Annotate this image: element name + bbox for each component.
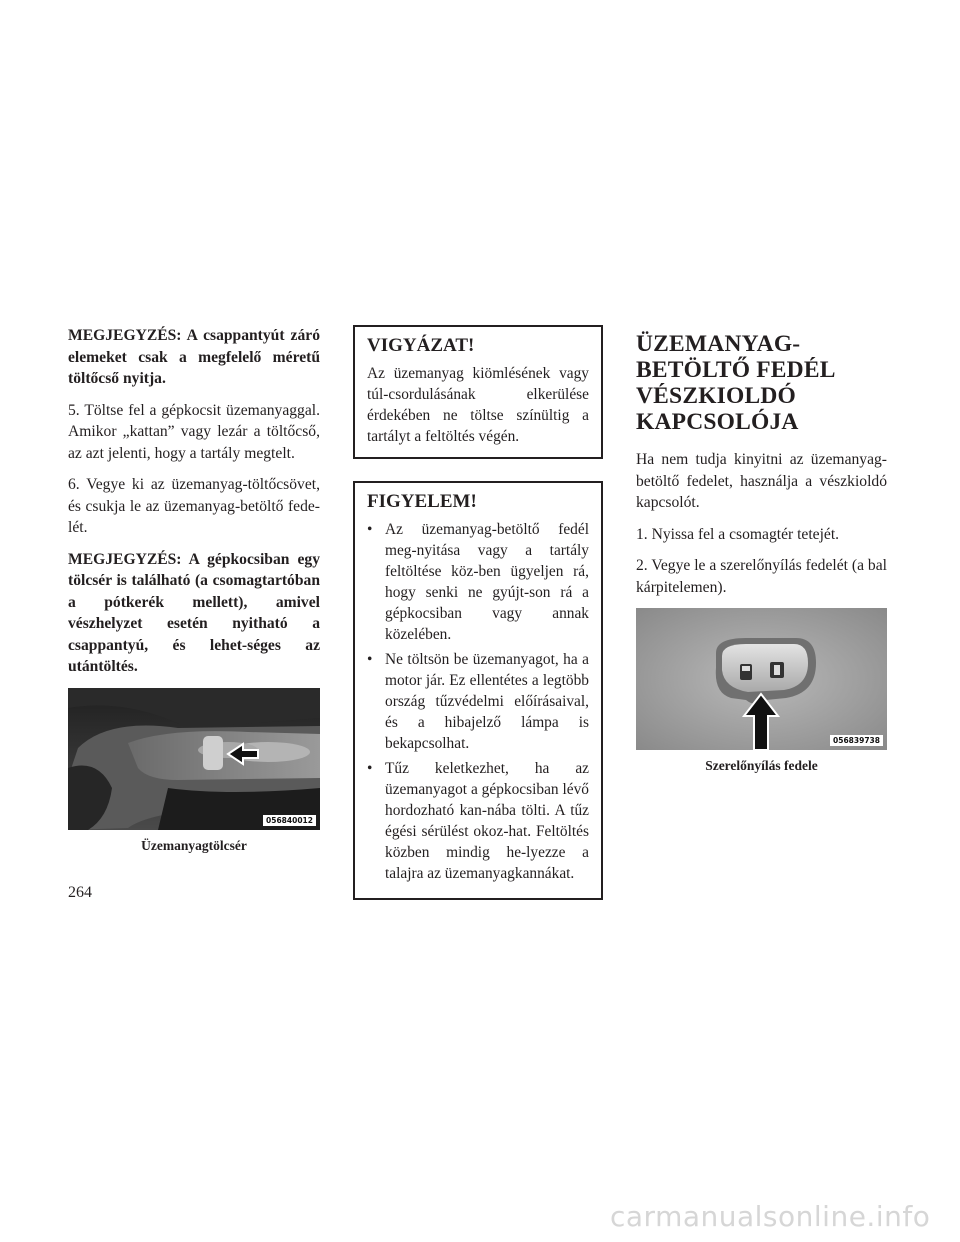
warning-item: • Tűz keletkezhet, ha az üzemanyagot a gépkocsiban lévő hordozható kan-nába tölti. A tűz égési sérülést okoz-hat. Feltöltés közben mindig he-lyezze a talajra az üzemanyagkannákat. <box>367 758 589 884</box>
caution-text: Az üzemanyag kiömlésének vagy túl-csordulásának elkerülése érdekében ne töltse színültig a tartályt a feltöltés végén. <box>367 365 589 445</box>
section-intro: Ha nem tudja kinyitni az üzemanyag-betöltő fedelet, használja a vészkioldó kapcsolót. <box>636 451 887 511</box>
fuel-funnel-illustration <box>68 688 320 830</box>
page-number: 264 <box>68 884 92 901</box>
warning-item: • Ne töltsön be üzemanyagot, ha a motor jár. Ez ellentétes a legtöbb ország tűzvédelmi előírásaival, és a hibajelző lámpa is bekapcsolhat. <box>367 649 589 754</box>
figure-caption: Szerelőnyílás fedele <box>705 758 818 773</box>
fuel-funnel-photo <box>68 688 320 830</box>
note-funnel-location: MEGJEGYZÉS: A gépkocsiban egy tölcsér is található (a csomagtartóban a pótkerék mellett), amivel vészhelyzet esetén nyitható a csappantyú, és lehet-séges az utántöltés. <box>68 550 320 675</box>
step-1: 1. Nyissa fel a csomagtér tetejét. <box>636 525 840 543</box>
warning-box <box>353 481 603 900</box>
release-steps <box>636 524 887 599</box>
warning-title: FIGYELEM! <box>367 491 477 512</box>
note-funnel-cap: MEGJEGYZÉS: A csappantyút záró elemeket csak a megfelelő méretű töltőcső nyitja. <box>68 327 320 387</box>
caution-title: VIGYÁZAT! <box>367 335 475 356</box>
middle-column <box>353 325 603 900</box>
watermark: carmanualsonline.info <box>610 1200 931 1233</box>
figure-code: 056840012 <box>263 815 316 826</box>
section-heading: ÜZEMANYAG-BETÖLTŐ FEDÉL VÉSZKIOLDÓ KAPCSOLÓJA <box>636 331 835 435</box>
step-6: 6. Vegye ki az üzemanyag-töltőcsövet, és csukja le az üzemanyag-betöltő fede-lét. <box>68 476 320 536</box>
caution-box <box>353 325 603 459</box>
access-cover-illustration <box>636 608 887 750</box>
warning-list <box>367 519 589 884</box>
access-cover-photo <box>636 608 887 750</box>
step-2: 2. Vegye le a szerelőnyílás fedelét (a bal kárpitelemen). <box>636 557 887 596</box>
step-5: 5. Töltse fel a gépkocsit üzemanyaggal. Amikor „kattan” vagy lezár a töltőcső, az azt jelenti, hogy a tartály megtelt. <box>68 401 320 462</box>
warning-item: • Az üzemanyag-betöltő fedél meg-nyitása vagy a tartály feltöltése köz-ben ügyeljen rá, hogy senki ne gyújt-son rá a gépkocsiban vagy annak közelében. <box>367 519 589 645</box>
left-column <box>68 325 320 854</box>
right-column <box>636 325 887 774</box>
figure-code: 056839738 <box>830 735 883 746</box>
figure-caption: Üzemanyagtölcsér <box>141 837 247 853</box>
